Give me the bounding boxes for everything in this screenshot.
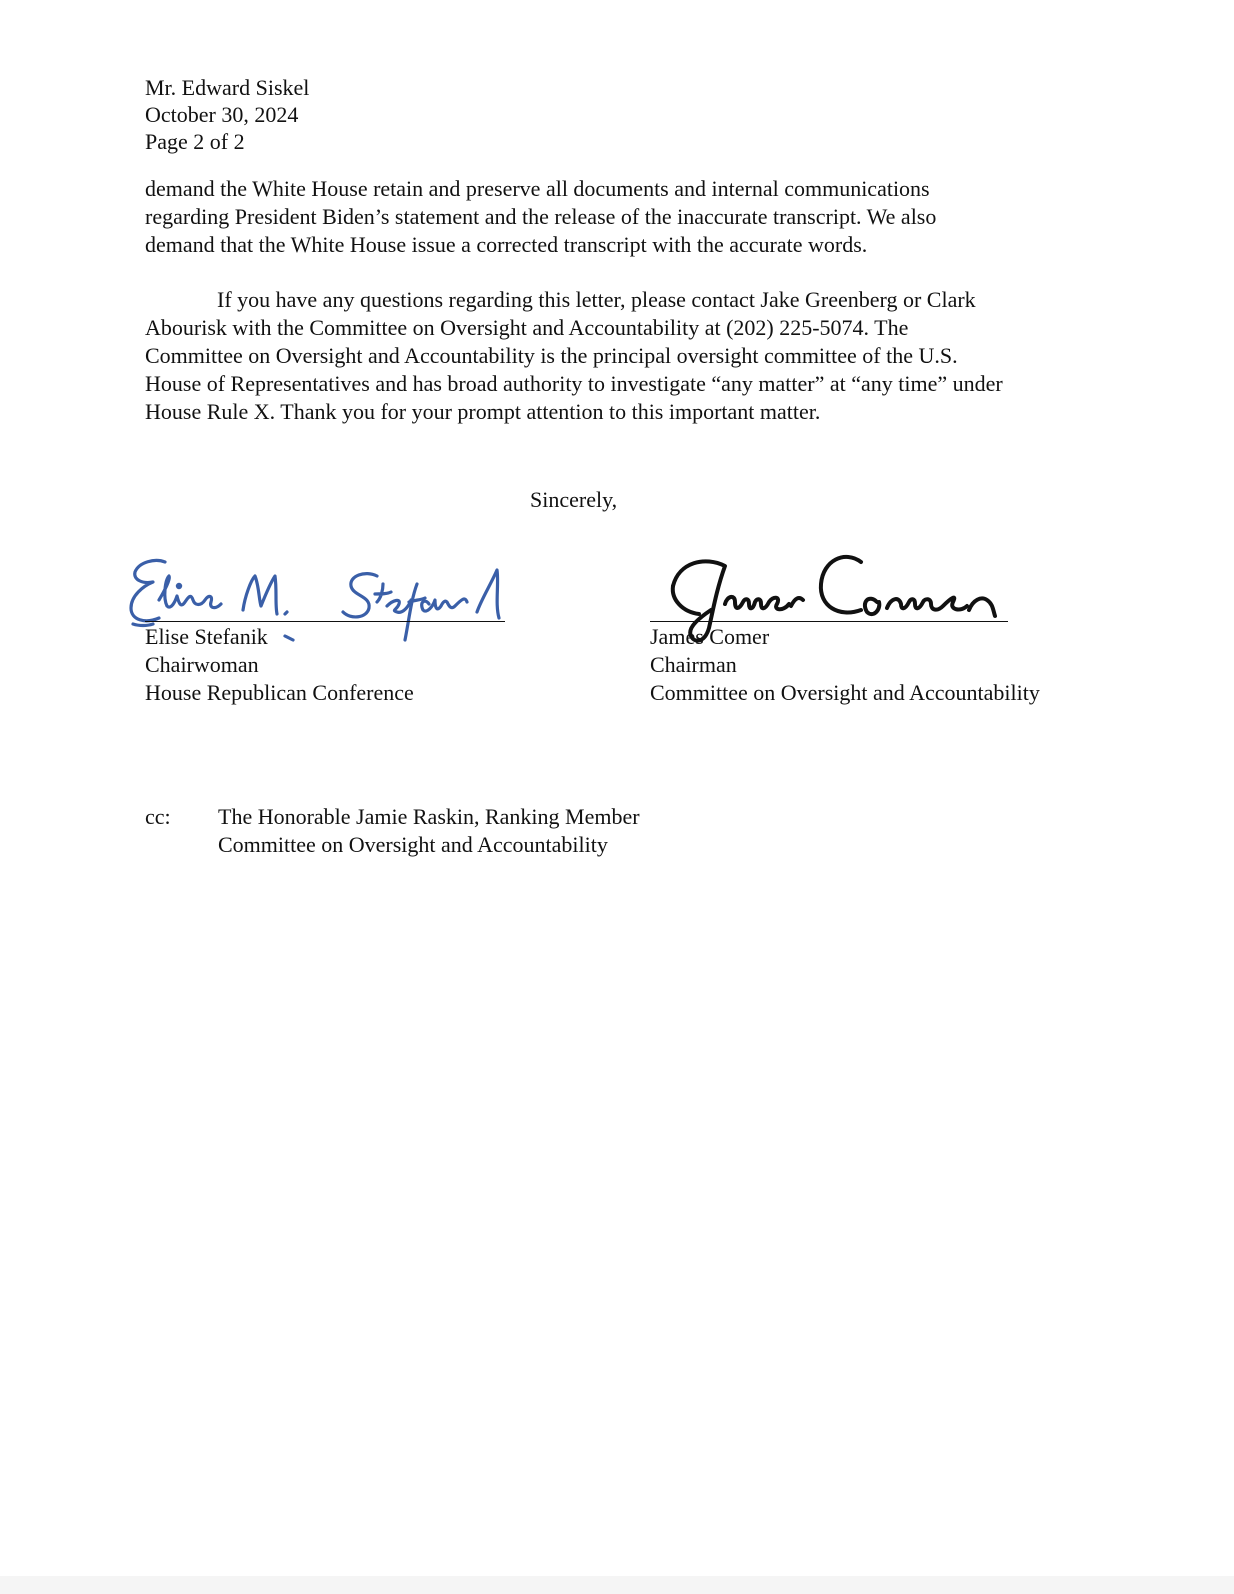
signatory-name: James Comer xyxy=(650,624,770,649)
signatory-title: Chairman xyxy=(650,652,737,677)
letter-date: October 30, 2024 xyxy=(145,102,299,127)
paragraph-line: Abourisk with the Committee on Oversight and Accountability at (202) 225-5074. The xyxy=(145,315,909,340)
body-paragraph-2 xyxy=(145,286,1105,426)
page-bottom-edge xyxy=(0,1576,1234,1594)
signatory-organization: House Republican Conference xyxy=(145,680,414,705)
signature-line xyxy=(650,621,1008,622)
signatory-name: Elise Stefanik xyxy=(145,624,268,649)
recipient-name: Mr. Edward Siskel xyxy=(145,75,310,100)
cc-recipients xyxy=(218,803,640,859)
cc-label: cc: xyxy=(145,804,171,829)
body-paragraph-1 xyxy=(145,175,1105,259)
paragraph-line: House Rule X. Thank you for your prompt attention to this important matter. xyxy=(145,399,821,424)
paragraph-line: demand the White House retain and preserve all documents and internal communications xyxy=(145,176,930,201)
signatory-left xyxy=(145,623,414,707)
paragraph-line: If you have any questions regarding this letter, please contact Jake Greenberg or Clark xyxy=(217,287,976,312)
signatory-organization: Committee on Oversight and Accountability xyxy=(650,680,1040,705)
paragraph-line: demand that the White House issue a corrected transcript with the accurate words. xyxy=(145,232,868,257)
signatory-title: Chairwoman xyxy=(145,652,259,677)
paragraph-line: regarding President Biden’s statement and the release of the inaccurate transcript. We also xyxy=(145,204,937,229)
paragraph-line: Committee on Oversight and Accountability is the principal oversight committee of the U.S. xyxy=(145,343,958,368)
paragraph-line: House of Representatives and has broad authority to investigate “any matter” at “any time” under xyxy=(145,371,1003,396)
cc-line: The Honorable Jamie Raskin, Ranking Member xyxy=(218,804,640,829)
closing-salutation: Sincerely, xyxy=(530,487,618,512)
signature-line xyxy=(145,621,505,622)
page-number: Page 2 of 2 xyxy=(145,129,245,154)
cc-line: Committee on Oversight and Accountability xyxy=(218,832,608,857)
signatory-right xyxy=(650,623,1040,707)
